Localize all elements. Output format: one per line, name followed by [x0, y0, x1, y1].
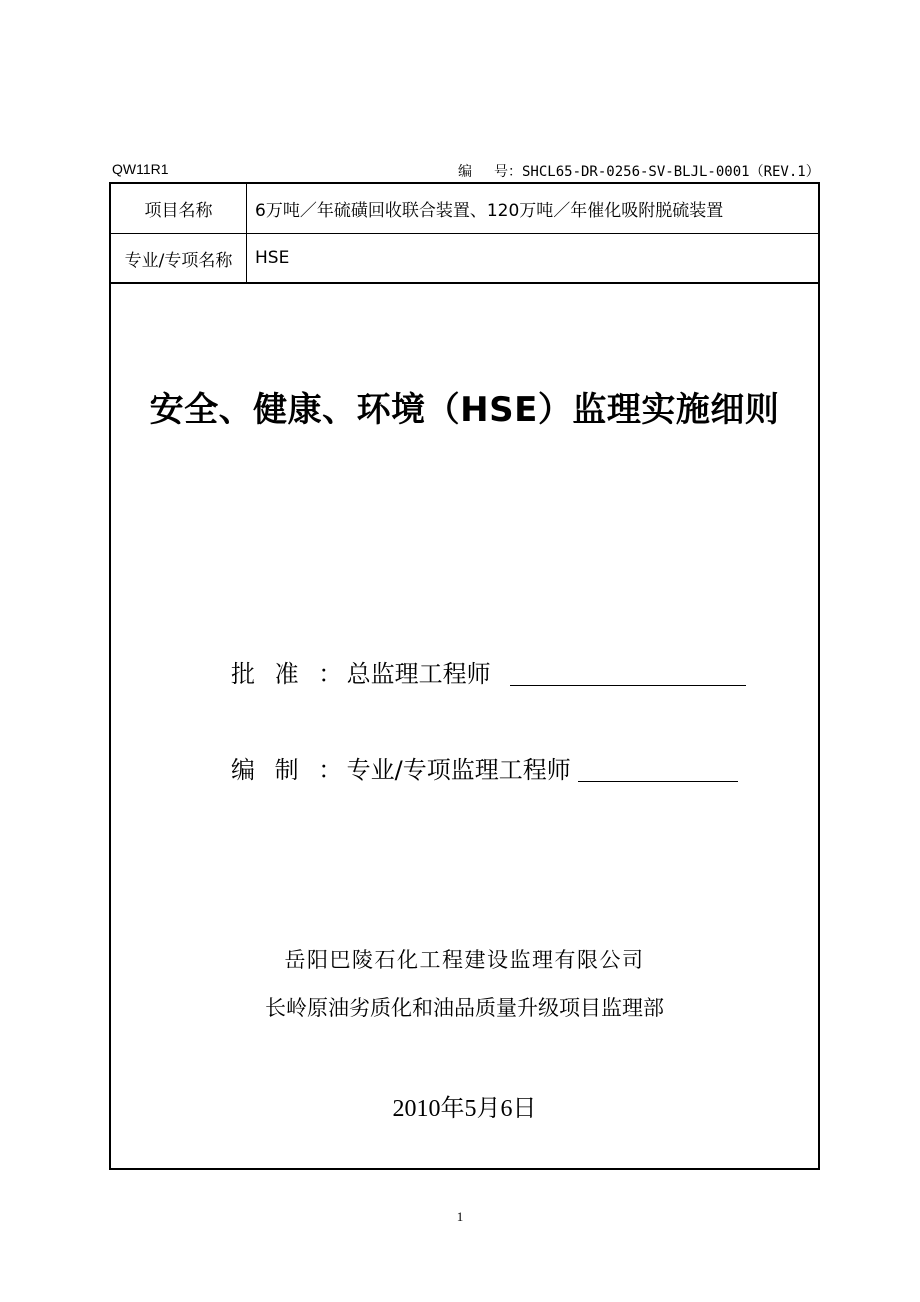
specialty-label: 专业/专项名称	[111, 234, 247, 282]
approve-role: 总监理工程师	[346, 660, 491, 688]
specialty-value: HSE	[255, 248, 290, 268]
document-number-value: SHCL65-DR-0256-SV-BLJL-0001（REV.1）	[522, 164, 820, 180]
page-number: 1	[456, 1209, 464, 1224]
form-code: QW11R1	[112, 161, 169, 177]
compile-signature-line[interactable]	[578, 757, 738, 782]
approve-signature-line[interactable]	[510, 661, 746, 686]
document-date: 2010年5月6日	[392, 1096, 537, 1122]
project-name-row	[111, 184, 818, 234]
approve-line	[231, 654, 746, 689]
company-name: 岳阳巴陵石化工程建设监理有限公司	[284, 948, 645, 972]
project-name-value: 6万吨／年硫磺回收联合装置、120万吨／年催化吸附脱硫装置	[255, 201, 724, 221]
document-title: 安全、健康、环境（HSE）监理实施细则	[149, 390, 780, 430]
specialty-row	[111, 234, 818, 284]
department-name: 长岭原油劣质化和油品质量升级项目监理部	[265, 996, 664, 1020]
approve-label: 批 准 ：	[231, 660, 349, 688]
project-name-label: 项目名称	[111, 184, 247, 233]
cover-frame	[109, 182, 820, 1170]
document-number	[458, 161, 820, 181]
document-number-label: 编	[458, 164, 472, 180]
compile-line	[231, 750, 738, 785]
compile-label: 编 制 ：	[231, 756, 349, 784]
document-number-label-2: 号：	[494, 164, 522, 180]
compile-role: 专业/专项监理工程师	[346, 756, 571, 784]
